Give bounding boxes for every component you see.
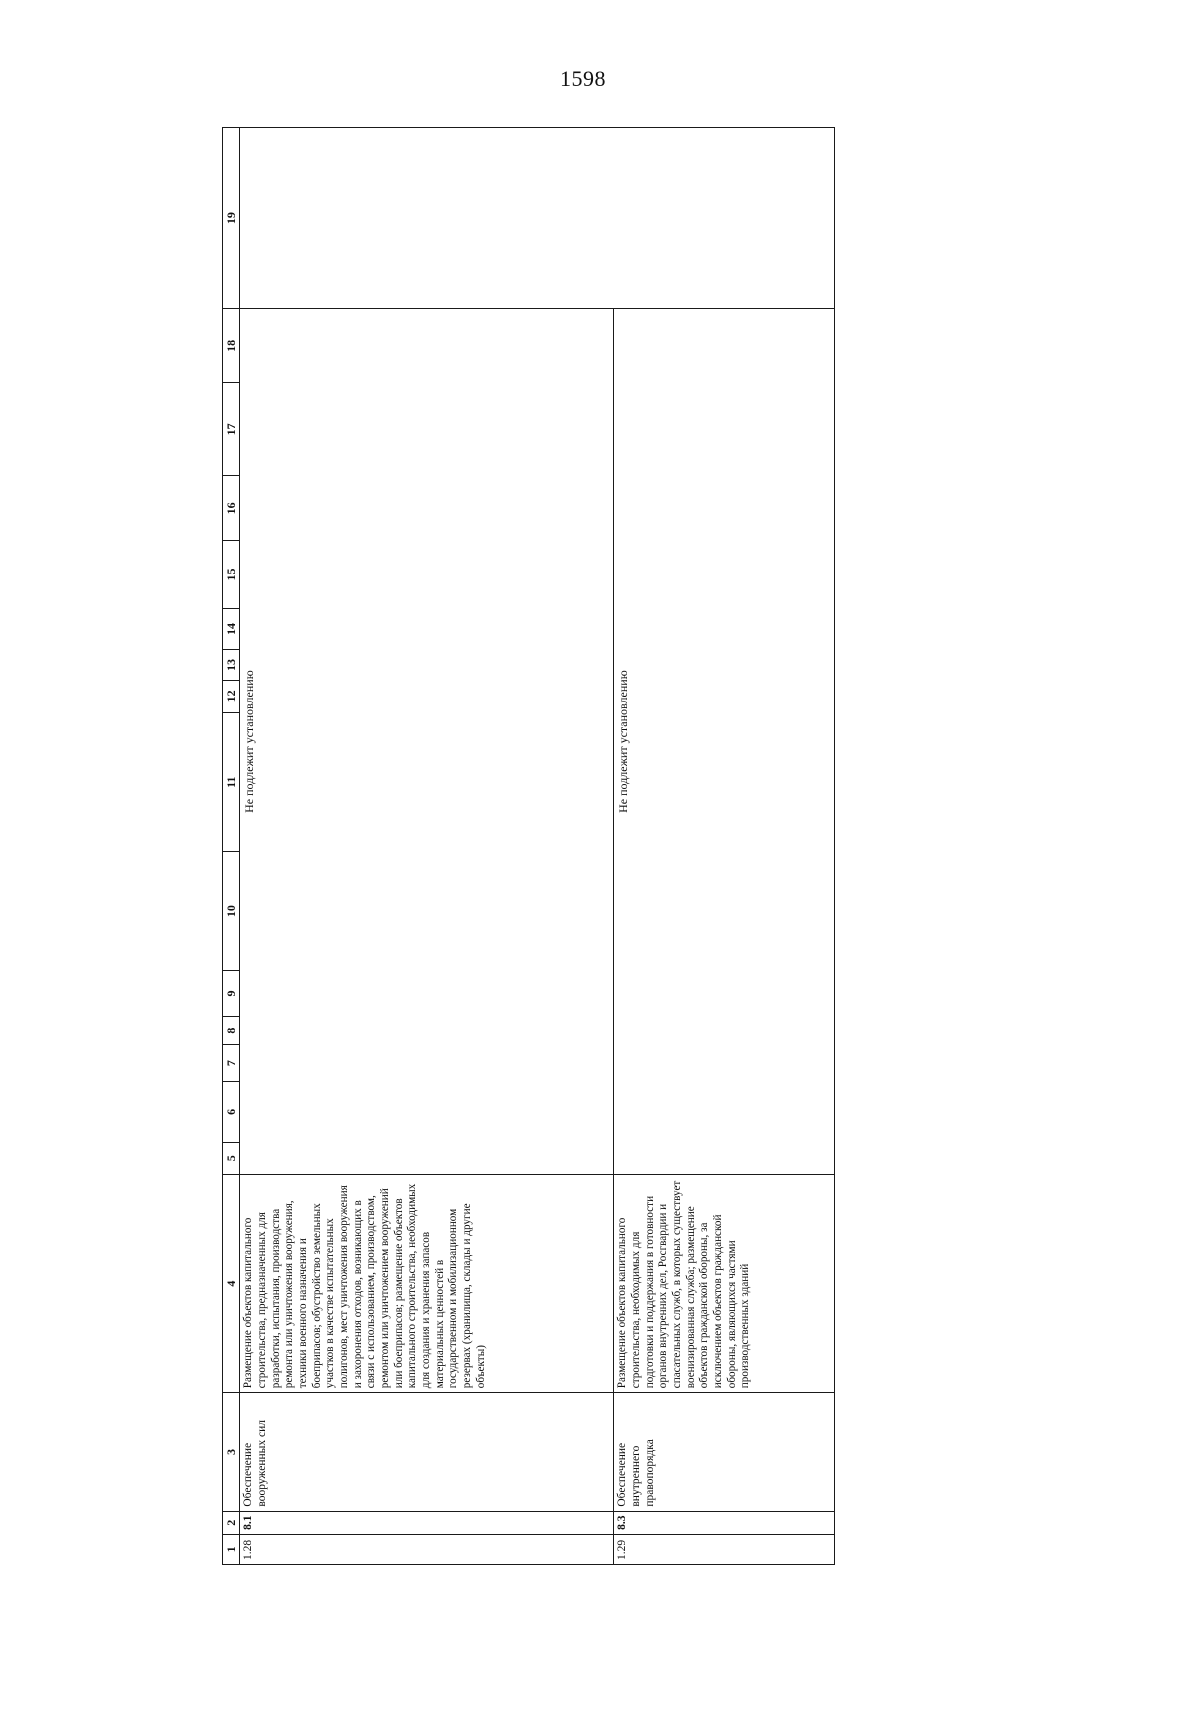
row-description: Размещение объектов капитального строительства, необходимых для подготовки и поддержания в готовности органов внутренних дел, Росгвардии и спасательных служб, в которых существует военизированная служба; размещение объектов гражданской обороны, за исключением объектов гражданской обороны, являющихся частями производственных зданий [614, 1175, 835, 1393]
row-code: 8.1 [240, 1511, 614, 1534]
row-number: 1.28 [240, 1534, 614, 1564]
col-header-3: 3 [223, 1393, 240, 1511]
row-code: 8.3 [614, 1511, 835, 1534]
row-name: Обеспечение вооруженных сил [240, 1393, 614, 1511]
row-name: Обеспечение внутреннего правопорядка [614, 1393, 835, 1511]
col-header-11: 11 [223, 713, 240, 852]
table-row [240, 128, 614, 1565]
page-number: 1598 [560, 66, 606, 91]
col-header-4: 4 [223, 1175, 240, 1393]
row-note: Не подлежит установлению [614, 309, 835, 1175]
table-row [614, 128, 835, 1565]
col-header-19: 19 [223, 128, 240, 309]
col-header-7: 7 [223, 1045, 240, 1082]
col-header-2: 2 [223, 1511, 240, 1534]
table-wrapper [222, 127, 835, 1565]
header-row [223, 128, 240, 1565]
col-header-17: 17 [223, 383, 240, 476]
col-header-6: 6 [223, 1082, 240, 1142]
col-header-1: 1 [223, 1534, 240, 1564]
rotated-table-container [222, 127, 835, 1565]
land-use-table [222, 127, 835, 1565]
col-header-10: 10 [223, 852, 240, 970]
col-header-5: 5 [223, 1142, 240, 1175]
col-19-cell [240, 128, 835, 309]
col-header-9: 9 [223, 970, 240, 1016]
row-description: Размещение объектов капитального строительства, предназначенных для разработки, испытания, производства ремонта или уничтожения вооружения, техники военного назначения и боеприпасов; обустройство земельных участков в качестве испытательных полигонов, мест уничтожения вооружения и захоронения отходов, возникающих в связи с использованием, производством, ремонтом или уничтожением вооружений или боеприпасов; размещение объектов капитального строительства, необходимых для создания и хранения запасов материальных ценностей в государственном и мобилизационном резервах (хранилища, склады и другие объекты) [240, 1175, 614, 1393]
col-header-8: 8 [223, 1017, 240, 1045]
row-note: Не подлежит установлению [240, 309, 614, 1175]
row-number: 1.29 [614, 1534, 835, 1564]
col-header-15: 15 [223, 541, 240, 608]
col-header-18: 18 [223, 309, 240, 383]
col-header-13: 13 [223, 650, 240, 680]
col-header-14: 14 [223, 608, 240, 650]
col-header-16: 16 [223, 476, 240, 541]
col-header-12: 12 [223, 680, 240, 713]
